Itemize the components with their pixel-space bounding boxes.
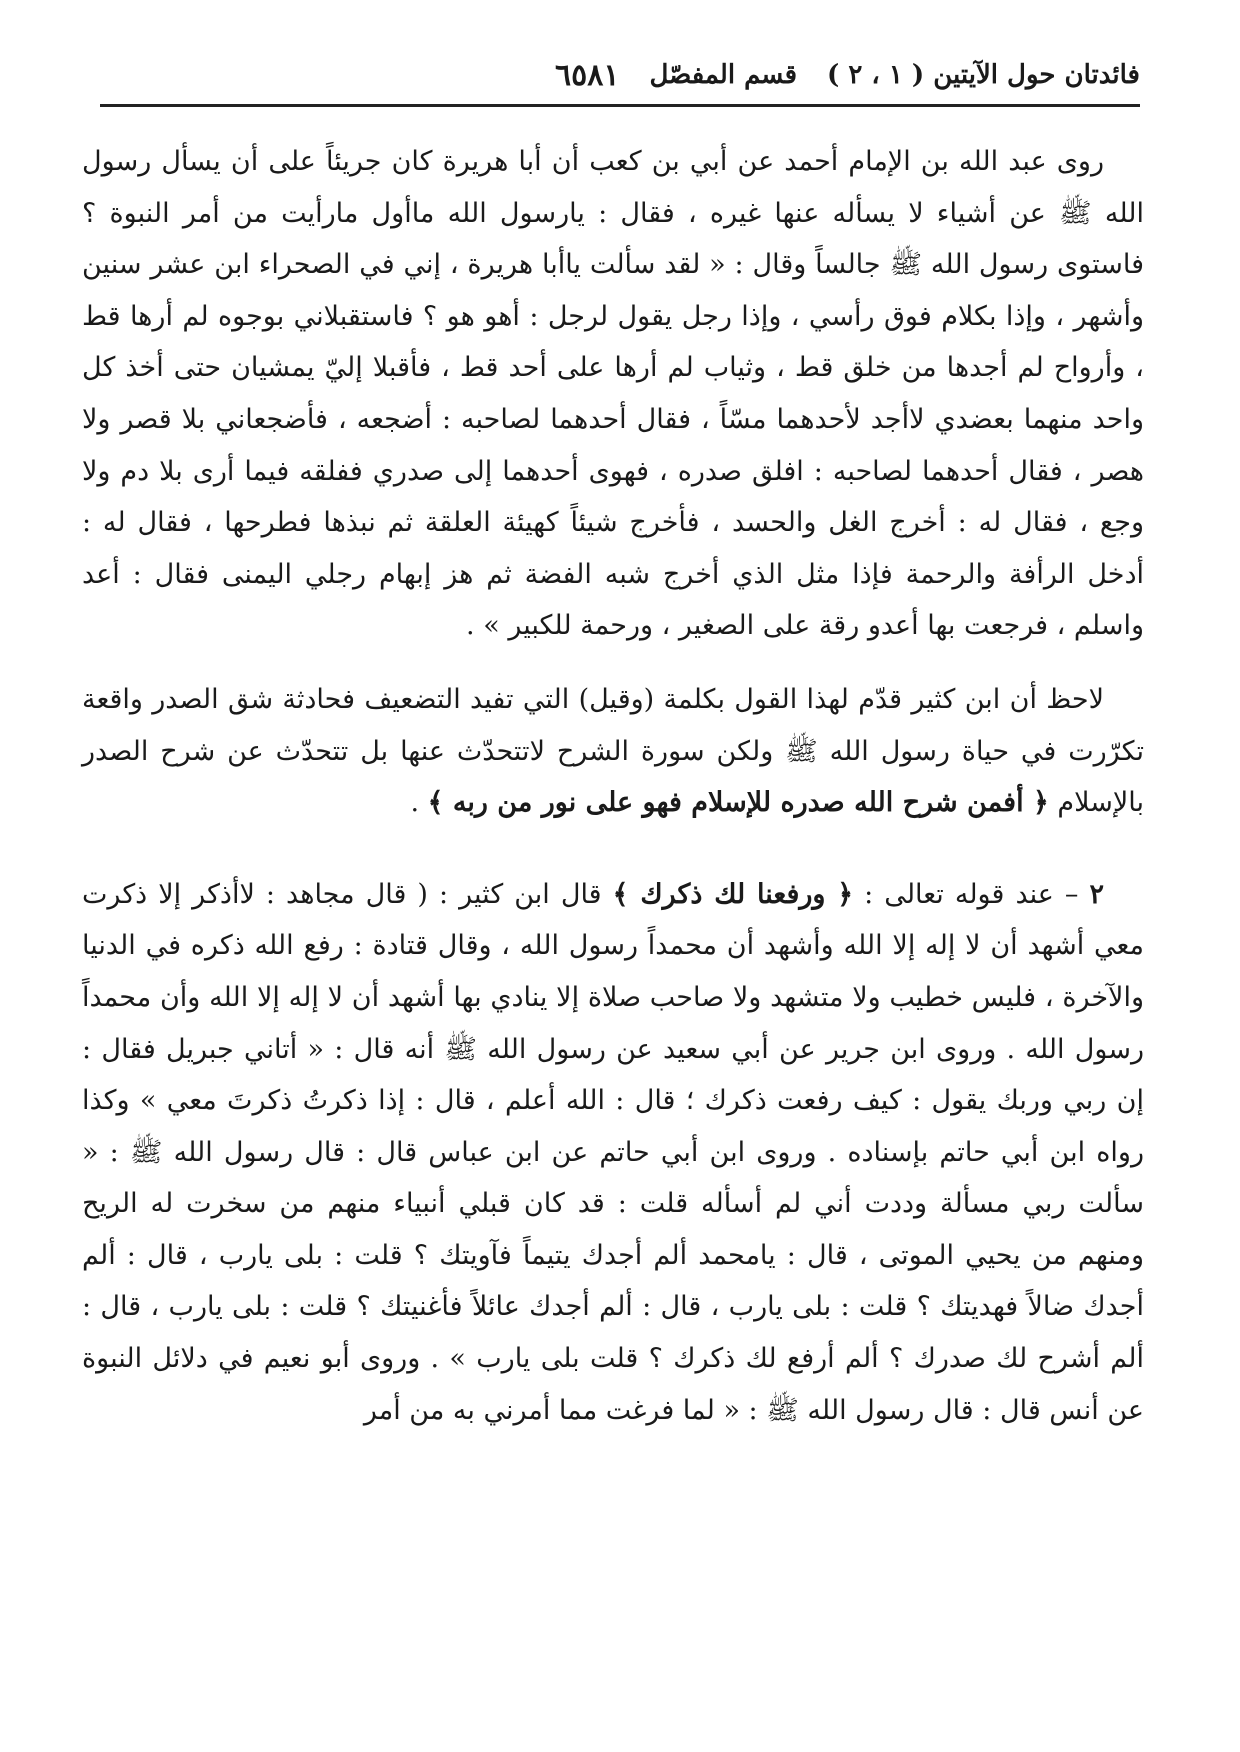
paragraph-point-two: [82, 869, 1144, 1437]
running-title: فائدتان حول الآيتين ( ١ ، ٢ ): [827, 60, 1140, 90]
page-header: [90, 52, 1140, 98]
paragraph-ibn-kathir-note: [82, 674, 1144, 829]
header-rule: [100, 104, 1140, 107]
section-title: قسم المفصّل: [649, 60, 798, 90]
point-number: ٢: [1089, 878, 1104, 910]
paragraph-hadith-abu-hurayra: روى عبد الله بن الإمام أحمد عن أبي بن كعب أن أبا هريرة كان جريئاً على أن يسأل رسول الله ﷺ عن أشياء لا يسأله عنها غيره ، فقال : يارسول الله ماأول مارأيت من أمر النبوة ؟ فاستوى رسول الله ﷺ جالساً وقال : « لقد سألت ياأبا هريرة ، إني في الصحراء ابن عشر سنين وأشهر ، وإذا بكلام فوق رأسي ، وإذا رجل يقول لرجل : أهو هو ؟ فاستقبلاني بوجوه لم أرها قط ، وأرواح لم أجدها من خلق قط ، وثياب لم أرها على أحد قط ، فأقبلا إليّ يمشيان حتى أخذ كل واحد منهما بعضدي لاأجد لأحدهما مسّاً ، فقال أحدهما لصاحبه : أضجعه ، فأضجعاني بلا قصر ولا هصر ، فقال أحدهما لصاحبه : افلق صدره ، فهوى أحدهما إلى صدري ففلقه فيما أرى بلا دم ولا وجع ، فقال له : أخرج الغل والحسد ، فأخرج شيئاً كهيئة العلقة ثم نبذها فطرحها ، فقال له : أدخل الرأفة والرحمة فإذا مثل الذي أخرج شبه الفضة ثم هز إبهام رجلي اليمنى فقال : أعد واسلم ، فرجعت بها أعدو رقة على الصغير ، ورحمة للكبير » .: [82, 146, 1144, 642]
page-number: ٦٥٨١: [555, 57, 620, 93]
paragraph-text: لاحظ أن ابن كثير قدّم لهذا القول بكلمة (وقيل) التي تفيد التضعيف فحادثة شق الصدر واقعة تكرّرت في حياة رسول الله ﷺ ولكن سورة الشرح لاتتحدّث عنها بل تتحدّث عن شرح الصدر بالإسلام: [82, 683, 1144, 819]
paragraph-text: قال ابن كثير : ( قال مجاهد : لاأذكر إلا ذكرت معي أشهد أن لا إله إلا الله وأشهد أن محمداً رسول الله ، وقال قتادة : رفع الله ذكره في الدنيا والآخرة ، فليس خطيب ولا متشهد ولا صاحب صلاة إلا ينادي بها أشهد أن لا إله إلا الله وأن محمداً رسول الله . وروى ابن جرير عن أبي سعيد عن رسول الله ﷺ أنه قال : « أتاني جبريل فقال : إن ربي وربك يقول : كيف رفعت ذكرك ؛ قال : الله أعلم ، قال : إذا ذكرتُ ذكرتَ معي » وكذا رواه ابن أبي حاتم بإسناده . وروى ابن أبي حاتم عن ابن عباس قال : قال رسول الله ﷺ : « سألت ربي مسألة وددت أني لم أسأله قلت : قد كان قبلي أنبياء منهم من سخرت له الريح ومنهم من يحيي الموتى ، قال : يامحمد ألم أجدك يتيماً فآويتك ؟ قلت : بلى يارب ، قال : ألم أجدك ضالاً فهديتك ؟ قلت : بلى يارب ، قال : ألم أجدك عائلاً فأغنيتك ؟ قلت : بلى يارب ، قال : ألم أشرح لك صدرك ؟ ألم أرفع لك ذكرك ؟ قلت بلى يارب » . وروى أبو نعيم في دلائل النبوة عن أنس قال : قال رسول الله ﷺ : « لما فرغت مما أمرني به من أمر: [82, 878, 1145, 1426]
paragraph-end: .: [410, 787, 428, 819]
quran-verse: ﴿ ورفعنا لك ذكرك ﴾: [612, 878, 854, 910]
page-body: [82, 136, 1144, 1436]
quran-verse: ﴿ أفمن شرح الله صدره للإسلام فهو على نور من ربه ﴾: [427, 787, 1049, 819]
paragraph-intro: – عند قوله تعالى :: [853, 878, 1090, 910]
